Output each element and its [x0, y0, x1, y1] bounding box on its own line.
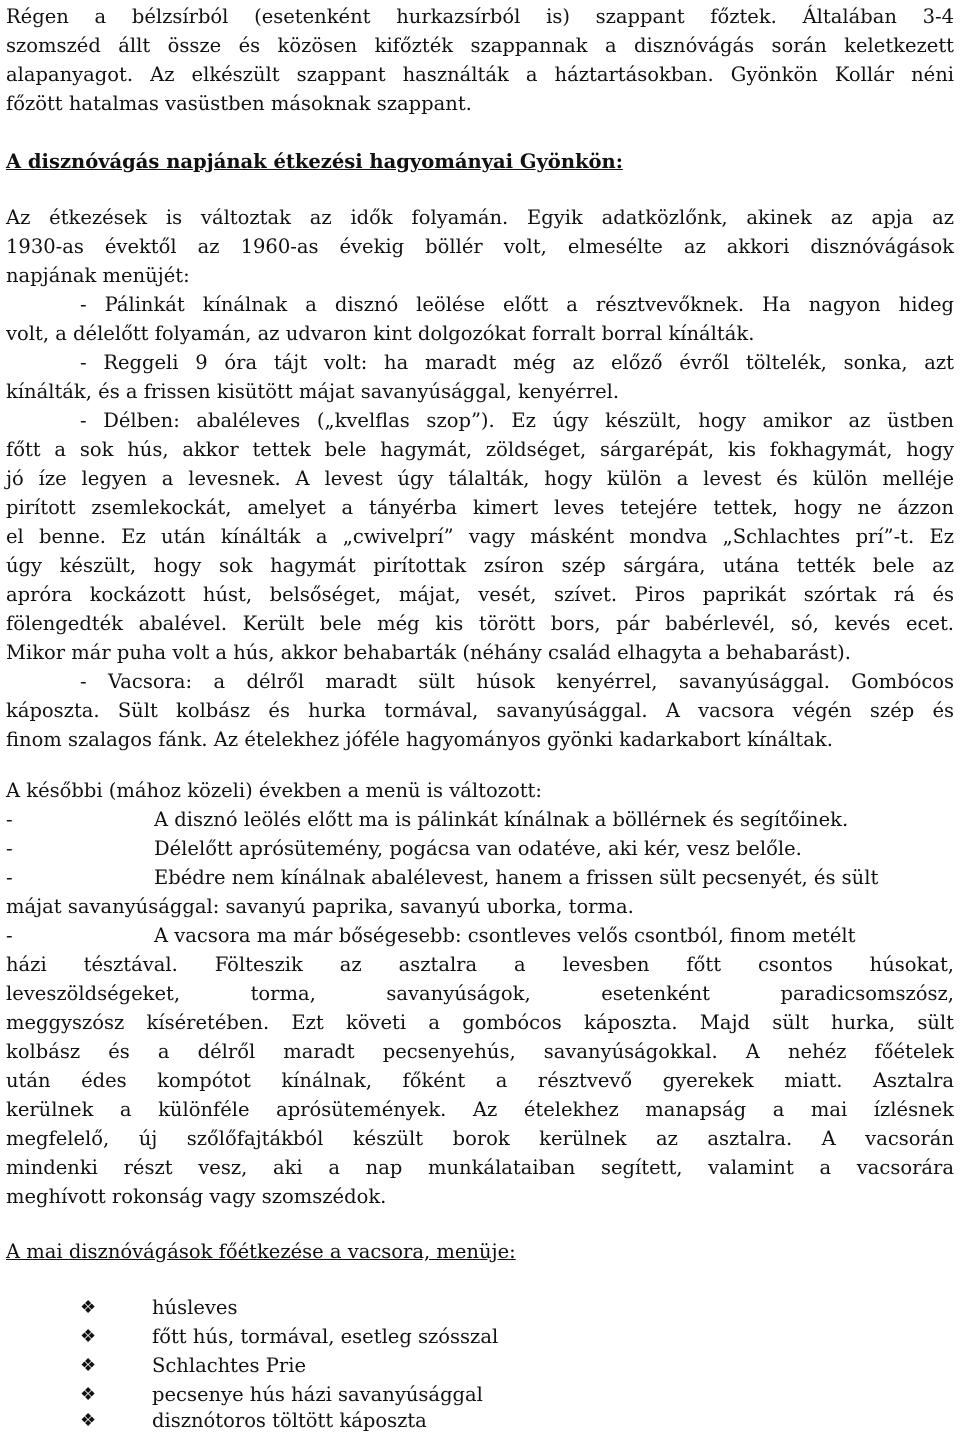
body-line: úgy készült, hogy sok hagymát pirítottak zsíron szép sárgára, utána tették bele az: [6, 554, 954, 577]
body-line: - Reggeli 9 óra tájt volt: ha maradt még az előző évről töltelék, sonka, azt: [80, 351, 954, 374]
intro-line: főzött hatalmas vasüstben másoknak szappant.: [6, 92, 472, 115]
later-line: májat savanyúsággal: savanyú paprika, savanyú uborka, torma.: [6, 895, 634, 918]
later-line: megfelelő, új szőlőfajtákból készült borok kerülnek az asztalra. A vacsorán: [6, 1127, 954, 1150]
intro-line: szomszéd állt össze és közösen kifőzték szappannak a disznóvágás során keletkezett: [6, 34, 954, 57]
item-dash: -: [6, 808, 13, 831]
later-item: [6, 921, 954, 951]
body-line: - Pálinkát kínálnak a disznó leölése előtt a résztvevőknek. Ha nagyon hideg: [80, 293, 954, 316]
diamond-star-bullet-icon: ❖: [80, 1384, 97, 1405]
item-dash: -: [6, 866, 13, 889]
later-line: leveszöldségeket, torma, savanyúságok, esetenként paradicsomszósz,: [6, 982, 954, 1005]
menu-item-text: húsleves: [152, 1296, 238, 1319]
body-line: apróra kockázott húst, belsőséget, májat, vesét, szívet. Piros paprikát szórtak rá és: [6, 583, 954, 606]
intro-line: alapanyagot. Az elkészült szappant használták a háztartásokban. Gyönkön Kollár néni: [6, 63, 954, 86]
later-line: mindenki részt vesz, aki a nap munkálataiban segített, valamint a vacsorára: [6, 1156, 954, 1179]
later-line: meghívott rokonság vagy szomszédok.: [6, 1185, 387, 1208]
diamond-star-bullet-icon: ❖: [80, 1410, 97, 1431]
body-line: - Vacsora: a délről maradt sült húsok kenyérrel, savanyúsággal. Gombócos: [80, 670, 954, 693]
menu-item-text: disznótoros töltött káposzta: [152, 1409, 427, 1432]
later-line: házi tésztával. Fölteszik az asztalra a levesben főtt csontos húsokat,: [6, 953, 954, 976]
later-item: [6, 805, 954, 835]
diamond-star-bullet-icon: ❖: [80, 1355, 97, 1376]
item-text: A disznó leölés előtt ma is pálinkát kínálnak a böllérnek és segítőinek.: [154, 808, 849, 831]
body-line: Az étkezések is változtak az idők folyamán. Egyik adatközlőnk, akinek az apja az: [6, 206, 954, 229]
later-intro: A későbbi (mához közeli) években a menü is változott:: [6, 779, 542, 802]
intro-line: Régen a bélzsírból (esetenként hurkazsírból is) szappant főztek. Általában 3-4: [6, 5, 954, 28]
body-line: főtt a sok hús, akkor tettek bele hagymát, zöldséget, sárgarépát, kis fokhagymát, hogy: [6, 438, 954, 461]
body-line: - Délben: abaléleves („kvelflas szop”). Ez úgy készült, hogy amikor az üstben: [80, 409, 954, 432]
body-line: Mikor már puha volt a hús, akkor behabarták (néhány család elhagyta a behabarást).: [6, 641, 851, 664]
body-line: finom szalagos fánk. Az ételekhez jóféle hagyományos gyönki kadarkabort kínáltak.: [6, 728, 833, 751]
item-text: Ebédre nem kínálnak abalélevest, hanem a frissen sült pecsenyét, és sült: [154, 866, 879, 889]
body-line: pirított zsemlekockát, amelyet a tányérba kimert leves tetejére tettek, hogy ne ázzon: [6, 496, 954, 519]
menu-item-text: pecsenye hús házi savanyúsággal: [152, 1383, 483, 1406]
item-text: A vacsora ma már bőségesebb: csontleves velős csontból, finom metélt: [154, 924, 856, 947]
body-line: káposzta. Sült kolbász és hurka tormával, savanyúsággal. A vacsora végén szép és: [6, 699, 954, 722]
item-dash: -: [6, 924, 13, 947]
section-heading: A disznóvágás napjának étkezési hagyományai Gyönkön:: [6, 150, 623, 173]
menu-item-text: Schlachtes Prie: [152, 1354, 306, 1377]
body-line: napjának menüjét:: [6, 264, 190, 287]
body-line: kínálták, és a frissen kisütött májat savanyúsággal, kenyérrel.: [6, 380, 620, 403]
body-line: fölengedték abalével. Került bele még kis törött bors, pár babérlevél, só, kevés ecet.: [6, 612, 954, 635]
item-text: Délelőtt aprósütemény, pogácsa van odatéve, aki kér, vesz belőle.: [154, 837, 802, 860]
menu-item-text: főtt hús, tormával, esetleg szósszal: [152, 1325, 499, 1348]
item-dash: -: [6, 837, 13, 860]
later-line: kolbász és a délről maradt pecsenyehús, savanyúságokkal. A nehéz főételek: [6, 1040, 954, 1063]
body-line: jó íze legyen a levesnek. A levest úgy tálalták, hogy külön a levest és külön melléje: [6, 467, 954, 490]
later-line: kerülnek a különféle aprósütemények. Az ételekhez manapság a mai ízlésnek: [6, 1098, 954, 1121]
later-line: meggyszósz kíséretében. Ezt követi a gombócos káposzta. Majd sült hurka, sült: [6, 1011, 954, 1034]
diamond-star-bullet-icon: ❖: [80, 1297, 97, 1318]
later-line: után édes kompótot kínálnak, főként a résztvevő gyerekek miatt. Asztalra: [6, 1069, 954, 1092]
body-line: 1930-as évektől az 1960-as évekig böllér volt, elmesélte az akkori disznóvágások: [6, 235, 954, 258]
diamond-star-bullet-icon: ❖: [80, 1326, 97, 1347]
body-line: el benne. Ez után kínálták a „cwivelprí” vagy másként mondva „Schlachtes prí”-t. Ez: [6, 525, 954, 548]
later-item: [6, 834, 954, 864]
body-line: volt, a délelőtt folyamán, az udvaron kint dolgozókat forralt borral kínálták.: [6, 322, 755, 345]
later-item: [6, 863, 954, 893]
menu-heading: A mai disznóvágások főétkezése a vacsora, menüje:: [6, 1240, 516, 1263]
